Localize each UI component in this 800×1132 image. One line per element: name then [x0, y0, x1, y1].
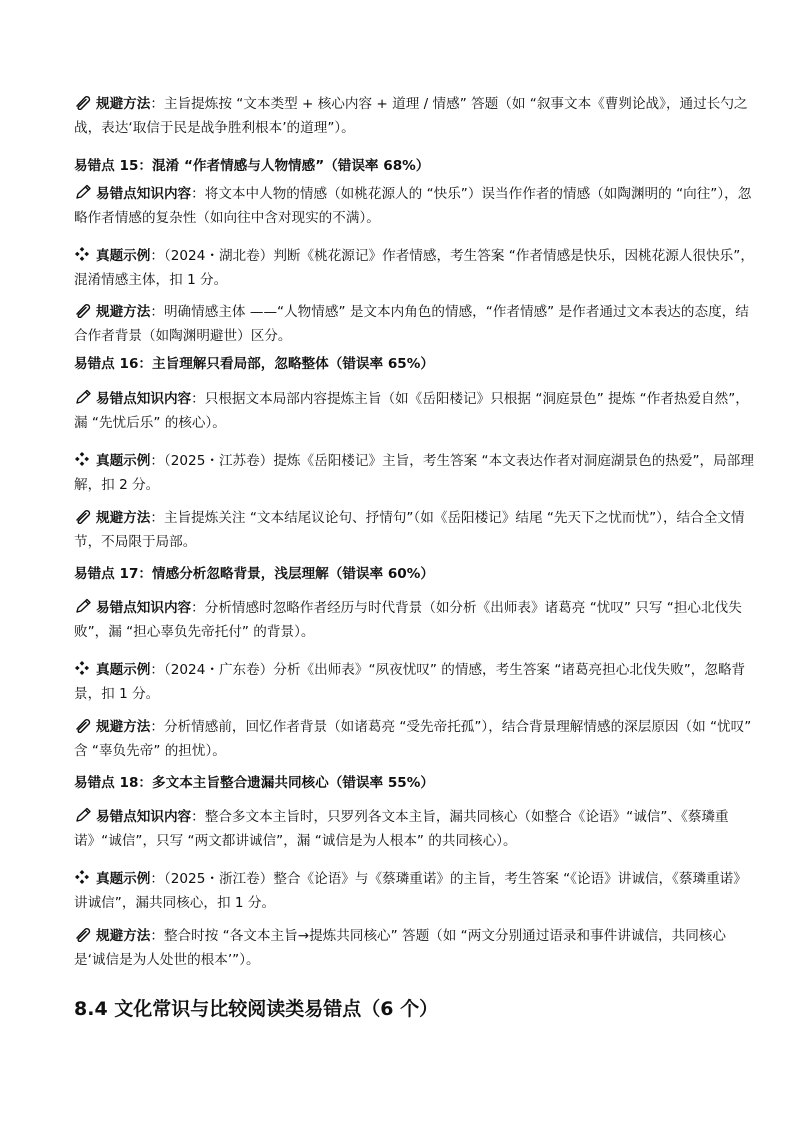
avoid-label: 规避方法 [96, 928, 151, 944]
error-point-heading: 易错点 17：情感分析忽略背景，浅层理解（错误率 60%） [74, 566, 434, 582]
example-paragraph [74, 449, 756, 497]
example-paragraph [74, 244, 756, 292]
example-paragraph [74, 658, 756, 706]
error-point-heading: 易错点 15：混淆 “作者情感与人物情感”（错误率 68%） [74, 158, 430, 174]
example-label: 真题示例 [96, 453, 151, 469]
avoid-label: 规避方法 [96, 304, 151, 320]
example-label: 真题示例 [96, 871, 151, 887]
paragraph-text: ：将文本中人物的情感（如桃花源人的 “快乐”）误当作作者的情感（如陶渊明的 “向往”），忽略作者情感的复杂性（如向往中含对现实的不满）。 [74, 186, 752, 226]
knowledge-paragraph [74, 596, 756, 644]
paragraph-text: ：主旨提炼按 “文本类型 + 核心内容 + 道理 / 情感” 答题（如 “叙事文本《曹刿论战》，通过长勺之战，表达‘取信于民是战争胜利根本’的道理”）。 [74, 96, 748, 136]
knowledge-paragraph [74, 387, 756, 435]
avoid-paragraph [74, 924, 756, 972]
diamond-icon [74, 658, 96, 682]
avoid-paragraph [74, 300, 756, 348]
avoid-label: 规避方法 [96, 510, 151, 526]
avoid-paragraph [74, 92, 756, 140]
paragraph-text: ：（2024・湖北卷）判断《桃花源记》作者情感，考生答案 “作者情感是快乐，因桃花源人很快乐”，混淆情感主体，扣 1 分。 [74, 248, 754, 288]
paragraph-text: ：分析情感时忽略作者经历与时代背景（如分析《出师表》诸葛亮 “忧叹” 只写 “担心北伐失败”，漏 “担心辜负先帝托付” 的背景）。 [74, 600, 742, 640]
diamond-icon [74, 867, 96, 891]
paragraph-text: ：主旨提炼关注 “文本结尾议论句、抒情句”（如《岳阳楼记》结尾 “先天下之忧而忧”），结合全文情节，不局限于局部。 [74, 510, 745, 550]
paperclip-icon [74, 300, 96, 324]
avoid-paragraph [74, 506, 756, 554]
error-point-heading: 易错点 16：主旨理解只看局部，忽略整体（错误率 65%） [74, 356, 434, 372]
example-label: 真题示例 [96, 662, 151, 678]
avoid-paragraph [74, 715, 756, 763]
knowledge-label: 易错点知识内容 [96, 186, 192, 202]
paragraph-text: ：整合时按 “各文本主旨→提炼共同核心” 答题（如 “两文分别通过语录和事件讲诚信，共同核心是‘诚信是为人处世的根本’”）。 [74, 928, 727, 968]
example-paragraph [74, 867, 756, 915]
paragraph-text: ：分析情感前，回忆作者背景（如诸葛亮 “受先帝托孤”），结合背景理解情感的深层原因（如 “忧叹” 含 “辜负先帝” 的担忧）。 [74, 719, 752, 759]
diamond-icon [74, 449, 96, 473]
example-label: 真题示例 [96, 248, 151, 264]
pencil-icon [74, 387, 96, 411]
paragraph-text: ：只根据文本局部内容提炼主旨（如《岳阳楼记》只根据 “洞庭景色” 提炼 “作者热爱自然”，漏 “先忧后乐” 的核心）。 [74, 391, 749, 431]
paperclip-icon [74, 924, 96, 948]
paragraph-text: ：（2025・浙江卷）整合《论语》与《蔡璘重诺》的主旨，考生答案 “《论语》讲诚信，《蔡璘重诺》讲诚信”，漏共同核心，扣 1 分。 [74, 871, 747, 911]
pencil-icon [74, 596, 96, 620]
pencil-icon [74, 182, 96, 206]
section-title: 8.4 文化常识与比较阅读类易错点（6 个） [74, 998, 439, 1020]
avoid-label: 规避方法 [96, 96, 151, 112]
paragraph-text: ：（2025・江苏卷）提炼《岳阳楼记》主旨，考生答案 “本文表达作者对洞庭湖景色的热爱”，局部理解，扣 2 分。 [74, 453, 754, 493]
paperclip-icon [74, 92, 96, 116]
diamond-icon [74, 244, 96, 268]
knowledge-label: 易错点知识内容 [96, 809, 192, 825]
error-point-heading: 易错点 18：多文本主旨整合遗漏共同核心（错误率 55%） [74, 775, 434, 791]
paragraph-text: ：（2024・广东卷）分析《出师表》“夙夜忧叹” 的情感，考生答案 “诸葛亮担心北伐失败”，忽略背景，扣 1 分。 [74, 662, 746, 702]
knowledge-paragraph [74, 805, 756, 853]
paragraph-text: ：明确情感主体 ——“人物情感” 是文本内角色的情感，“作者情感” 是作者通过文本表达的态度，结合作者背景（如陶渊明避世）区分。 [74, 304, 749, 344]
knowledge-label: 易错点知识内容 [96, 391, 192, 407]
pencil-icon [74, 805, 96, 829]
avoid-label: 规避方法 [96, 719, 151, 735]
knowledge-label: 易错点知识内容 [96, 600, 192, 616]
knowledge-paragraph [74, 182, 756, 230]
paperclip-icon [74, 506, 96, 530]
paperclip-icon [74, 715, 96, 739]
paragraph-text: ：整合多文本主旨时，只罗列各文本主旨，漏共同核心（如整合《论语》“诚信”、《蔡璘重诺》“诚信”，只写 “两文都讲诚信”，漏 “诚信是为人根本” 的共同核心）。 [74, 809, 729, 849]
